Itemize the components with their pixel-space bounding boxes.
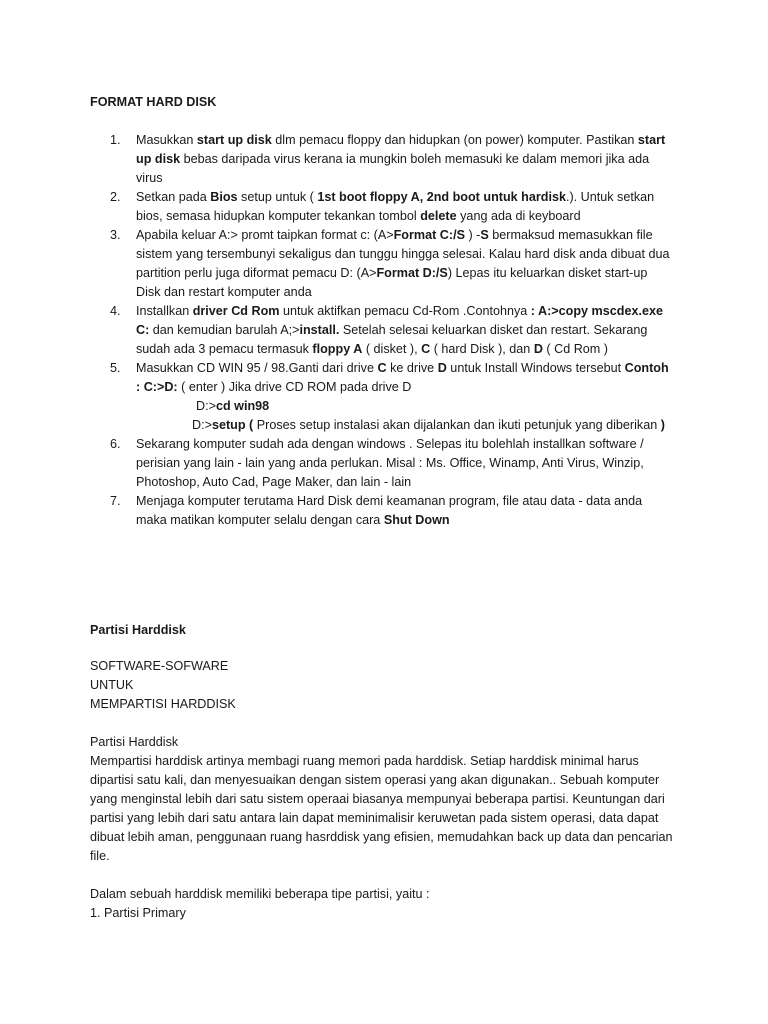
software-heading bbox=[90, 657, 680, 714]
step-text: Setelah selesai keluarkan disket dan restart. Sekarang sudah ada 3 pemacu termasuk bbox=[136, 323, 648, 356]
step-text: ) Lepas itu keluarkan disket start-up Disk dan restart komputer anda bbox=[136, 266, 648, 299]
step-bold-text: cd win98 bbox=[215, 399, 270, 413]
partisi-heading: Partisi Harddisk bbox=[90, 735, 179, 749]
step-bold-text: start up disk bbox=[136, 133, 666, 166]
partisi-section bbox=[90, 733, 680, 866]
step-bold-text: delete bbox=[420, 209, 457, 223]
step-text: Masukkan CD WIN 95 / 98.Ganti dari drive bbox=[136, 361, 378, 375]
step-text: ke drive bbox=[386, 361, 438, 375]
step-item bbox=[110, 131, 670, 188]
step-bold-text: C bbox=[421, 342, 431, 356]
step-number: 2. bbox=[110, 190, 121, 204]
step-bold-text: setup bbox=[211, 418, 246, 432]
step-text: Sekarang komputer sudah ada dengan windows . Selepas itu bolehlah installkan software / perisian yang lain - lain yang anda perlukan. Misal : Ms. Office, Winamp, Anti Virus, Winzip, Photoshop, Auto Cad, Page Maker, dan lain - lain bbox=[136, 437, 644, 489]
tipe-first-item: 1. Partisi Primary bbox=[90, 906, 186, 920]
step-indented-line bbox=[136, 397, 670, 416]
step-item bbox=[110, 435, 670, 492]
step-text: ) - bbox=[464, 228, 481, 242]
step-number: 1. bbox=[110, 133, 121, 147]
step-bold-text: ( bbox=[249, 418, 254, 432]
software-line: SOFTWARE-SOFWARE bbox=[90, 659, 229, 673]
step-text: setup untuk ( bbox=[237, 190, 318, 204]
doc-title: FORMAT HARD DISK bbox=[90, 95, 217, 109]
step-text: Installkan bbox=[136, 304, 193, 318]
step-text: untuk Install Windows tersebut bbox=[446, 361, 625, 375]
step-bold-text: floppy A bbox=[312, 342, 363, 356]
step-text: dan kemudian barulah A;> bbox=[149, 323, 300, 337]
partisi-paragraph: Mempartisi harddisk artinya membagi ruang memori pada harddisk. Setiap harddisk minimal harus dipartisi satu kali, dan menyesuaikan dengan sistem operasi yang akan digunakan.. Sebuah komputer yang menginstal lebih dari satu sistem operaai biasanya mempunyai beberapa partisi. Keuntungan dari partisi yang lebih dari satu antara lain dapat meminimalisir keruwetan pada sistem operasi, data dapat dibuat lebih aman, penggunaan ruang hasrddisk yang efisien, memudahkan back up data dan pencarian file. bbox=[90, 754, 673, 863]
step-text: Setkan pada bbox=[136, 190, 211, 204]
step-text: Apabila keluar A:> promt taipkan format c: (A> bbox=[136, 228, 394, 242]
step-bold-text: S bbox=[480, 228, 489, 242]
step-bold-text: Format C:/S bbox=[393, 228, 465, 242]
software-line: UNTUK bbox=[90, 678, 134, 692]
steps-list bbox=[110, 131, 670, 530]
step-text: D:> bbox=[196, 399, 216, 413]
step-text: ( enter ) Jika drive CD ROM pada drive D bbox=[177, 380, 412, 394]
step-text: Proses setup instalasi akan dijalankan dan ikuti petunjuk yang diberikan bbox=[253, 418, 661, 432]
step-bold-text: start up disk bbox=[196, 133, 272, 147]
step-number: 3. bbox=[110, 228, 121, 242]
step-number: 5. bbox=[110, 361, 121, 375]
step-bold-text: 1st boot floppy A, 2nd boot untuk hardisk bbox=[317, 190, 566, 204]
step-text: untuk aktifkan pemacu Cd-Rom .Contohnya bbox=[279, 304, 531, 318]
tipe-intro: Dalam sebuah harddisk memiliki beberapa tipe partisi, yaitu : bbox=[90, 887, 430, 901]
step-item bbox=[110, 188, 670, 226]
software-line: MEMPARTISI HARDDISK bbox=[90, 697, 236, 711]
step-text: Menjaga komputer terutama Hard Disk demi keamanan program, file atau data - data anda maka matikan komputer selalu dengan cara bbox=[136, 494, 643, 527]
step-text: .). Untuk setkan bios, semasa hidupkan komputer tekankan tombol bbox=[136, 190, 655, 223]
step-text: D:> bbox=[192, 418, 212, 432]
step-text: Masukkan bbox=[136, 133, 197, 147]
step-bold-text: ) bbox=[660, 418, 665, 432]
step-bold-text: D bbox=[437, 361, 447, 375]
step-bold-text: install. bbox=[299, 323, 340, 337]
step-bold-text: Contoh : C:>D: bbox=[136, 361, 669, 394]
step-bold-text: D bbox=[533, 342, 543, 356]
step-number: 4. bbox=[110, 304, 121, 318]
step-item bbox=[110, 492, 670, 530]
step-indented-line bbox=[136, 416, 670, 435]
section-title: Partisi Harddisk bbox=[90, 623, 186, 637]
step-number: 7. bbox=[110, 494, 121, 508]
step-bold-text: : A:>copy mscdex.exe C: bbox=[136, 304, 663, 337]
step-bold-text: Shut Down bbox=[383, 513, 450, 527]
step-text: bermaksud memasukkan file sistem yang tersembunyi sekaligus dan tunggu hingga selesai. Kalau hard disk anda dibuat dua partition perlu juga diformat pemacu D: (A> bbox=[136, 228, 670, 280]
tipe-section bbox=[90, 885, 680, 923]
step-item bbox=[110, 359, 670, 435]
step-item bbox=[110, 302, 670, 359]
step-text: yang ada di keyboard bbox=[456, 209, 581, 223]
step-bold-text: C bbox=[377, 361, 387, 375]
step-bold-text: Bios bbox=[210, 190, 238, 204]
step-text: ( hard Disk ), dan bbox=[430, 342, 534, 356]
step-text: ( disket ), bbox=[362, 342, 422, 356]
step-item bbox=[110, 226, 670, 302]
step-text: ( Cd Rom ) bbox=[542, 342, 608, 356]
step-number: 6. bbox=[110, 437, 121, 451]
step-bold-text: driver Cd Rom bbox=[192, 304, 280, 318]
step-text: bebas daripada virus kerana ia mungkin boleh memasuki ke dalam memori jika ada virus bbox=[136, 152, 650, 185]
step-bold-text: Format D:/S bbox=[376, 266, 448, 280]
step-text: dlm pemacu floppy dan hidupkan (on power) komputer. Pastikan bbox=[271, 133, 638, 147]
